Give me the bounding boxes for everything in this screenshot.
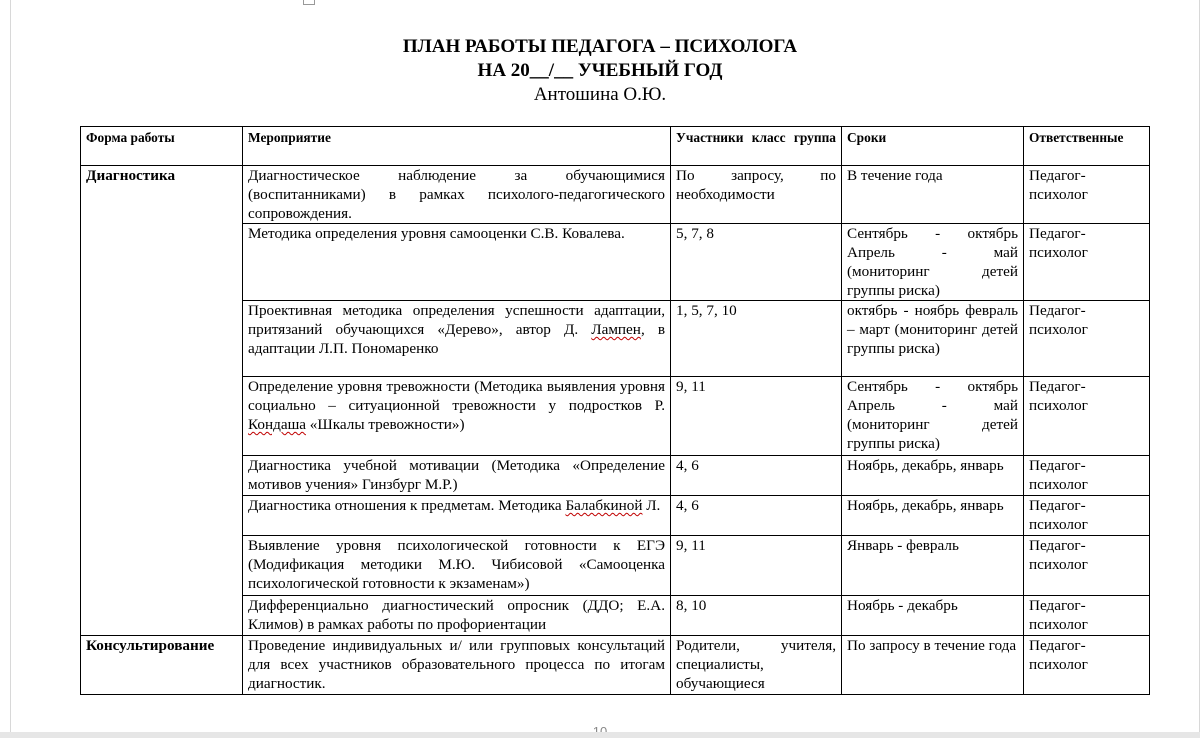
dates-cell: Сентябрь - октябрь Апрель - май (мониторинг детей группы риска) [842, 377, 1024, 456]
participants-cell: 5, 7, 8 [671, 224, 842, 301]
responsible-cell: Педагог-психолог [1024, 377, 1150, 456]
event-cell: Проективная методика определения успешности адаптации, притязаний обучающихся «Дерево», автор Д. Лампен, в адаптации Л.П. Пономаренко [243, 301, 671, 377]
participants-cell: 4, 6 [671, 456, 842, 496]
participants-cell: 1, 5, 7, 10 [671, 301, 842, 377]
participants-cell: По запросу, по необходимости [671, 166, 842, 224]
document-author: Антошина О.Ю. [533, 84, 667, 105]
column-header-participants: Участники класс группа [671, 127, 842, 166]
event-cell: Проведение индивидуальных и/ или групповых консультаций для всех участников образовательного процесса по итогам диагностик. [243, 636, 671, 695]
responsible-cell: Педагог-психолог [1024, 166, 1150, 224]
responsible-cell: Педагог-психолог [1024, 636, 1150, 695]
document-title: ПЛАН РАБОТЫ ПЕДАГОГА – ПСИХОЛОГА [402, 36, 798, 57]
table-header-row [81, 127, 1150, 166]
section-consulting: Консультирование [81, 636, 243, 695]
dates-cell: Сентябрь - октябрь Апрель - май (мониторинг детей группы риска) [842, 224, 1024, 301]
dates-cell: В течение года [842, 166, 1024, 224]
dates-cell: Ноябрь - декабрь [842, 596, 1024, 636]
participants-cell: Родители, учителя, специалисты, обучающиеся [671, 636, 842, 695]
column-header-responsible: Ответственные [1024, 127, 1150, 166]
event-cell: Диагностическое наблюдение за обучающимися (воспитанниками) в рамках психолого-педагогического сопровождения. [243, 166, 671, 224]
event-cell: Определение уровня тревожности (Методика выявления уровня социально – ситуационной тревожности у подростков Р. Кондаша «Шкалы тревожности») [243, 377, 671, 456]
column-header-form: Форма работы [81, 127, 243, 166]
page-marker [303, 0, 315, 5]
responsible-cell: Педагог-психолог [1024, 301, 1150, 377]
event-cell: Дифференциально диагностический опросник (ДДО; Е.А. Климов) в рамках работы по профориентации [243, 596, 671, 636]
column-header-event: Мероприятие [243, 127, 671, 166]
work-plan-table [80, 126, 1150, 695]
column-header-dates: Сроки [842, 127, 1024, 166]
dates-cell: По запросу в течение года [842, 636, 1024, 695]
event-cell: Выявление уровня психологической готовности к ЕГЭ (Модификация методики М.Ю. Чибисовой «Самооценка психологической готовности к экзаменам») [243, 536, 671, 596]
table-row [81, 166, 1150, 224]
dates-cell: Январь - февраль [842, 536, 1024, 596]
responsible-cell: Педагог-психолог [1024, 596, 1150, 636]
participants-cell: 4, 6 [671, 496, 842, 536]
participants-cell: 9, 11 [671, 536, 842, 596]
table-row [81, 636, 1150, 695]
responsible-cell: Педагог-психолог [1024, 224, 1150, 301]
dates-cell: октябрь - ноябрь февраль – март (мониторинг детей группы риска) [842, 301, 1024, 377]
participants-cell: 8, 10 [671, 596, 842, 636]
page-gap [0, 732, 1200, 738]
responsible-cell: Педагог-психолог [1024, 496, 1150, 536]
event-cell: Диагностика учебной мотивации (Методика «Определение мотивов учения» Гинзбург М.Р.) [243, 456, 671, 496]
event-cell: Методика определения уровня самооценки С.В. Ковалева. [243, 224, 671, 301]
responsible-cell: Педагог-психолог [1024, 536, 1150, 596]
responsible-cell: Педагог-психолог [1024, 456, 1150, 496]
spellcheck-word: Балабкиной [565, 497, 643, 514]
spellcheck-word: Кондаша [248, 416, 306, 433]
spellcheck-word: Лампен [591, 321, 641, 338]
participants-cell: 9, 11 [671, 377, 842, 456]
dates-cell: Ноябрь, декабрь, январь [842, 496, 1024, 536]
section-diagnostics: Диагностика [81, 166, 243, 636]
dates-cell: Ноябрь, декабрь, январь [842, 456, 1024, 496]
event-cell: Диагностика отношения к предметам. Методика Балабкиной Л. [243, 496, 671, 536]
document-subtitle: НА 20__/__ УЧЕБНЫЙ ГОД [477, 60, 723, 81]
